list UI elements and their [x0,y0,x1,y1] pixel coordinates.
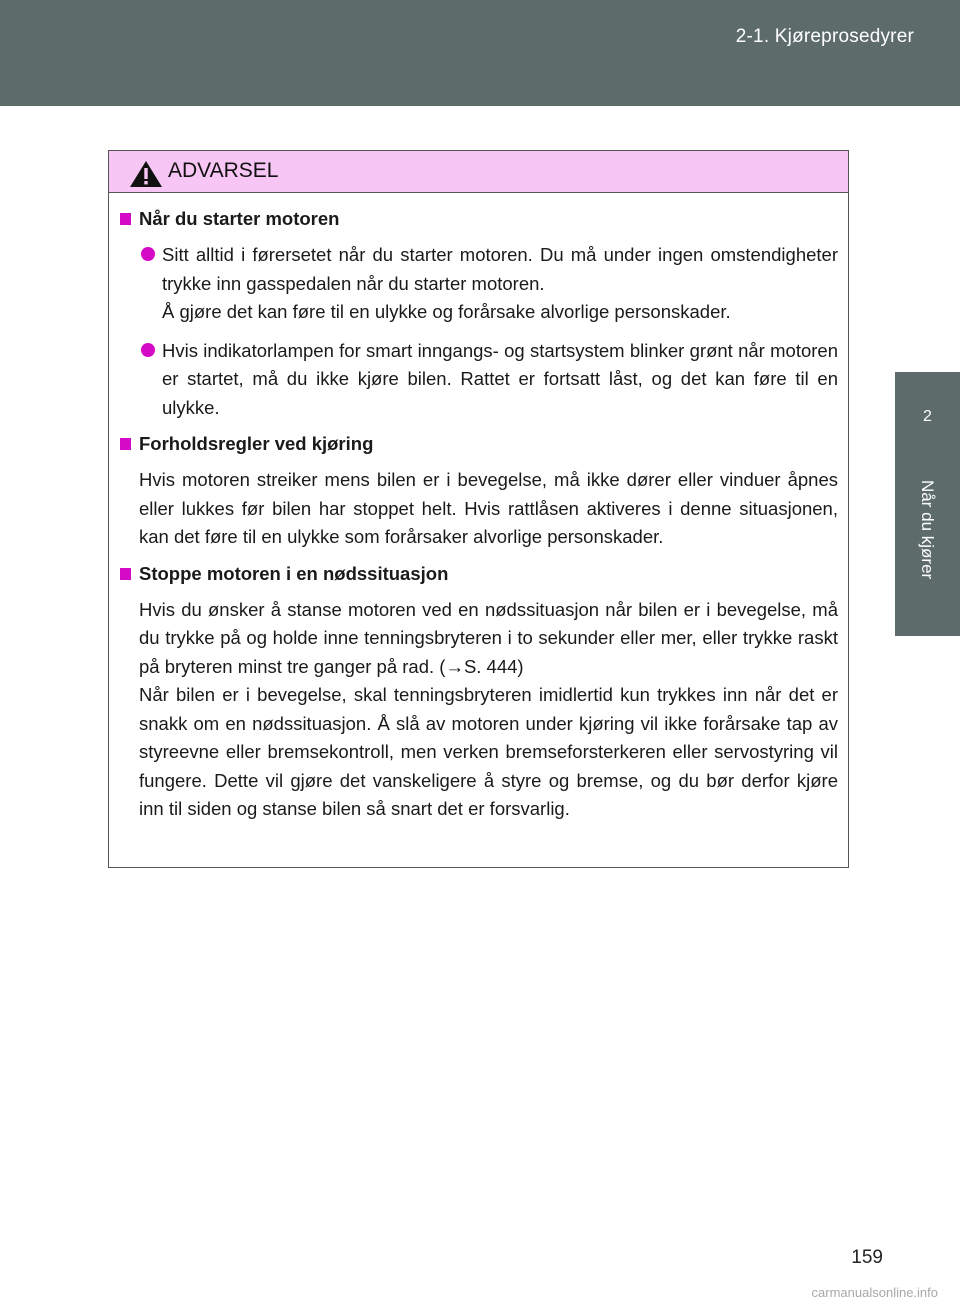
page-number: 159 [851,1247,883,1268]
square-bullet-icon [120,213,131,225]
chapter-label: Når du kjører [918,480,937,580]
round-bullet-icon [141,343,155,357]
paragraph-text: Hvis du ønsker å stanse motoren ved en nødssituasjon når bilen er i bevegelse, må du trykke på og holde inne tenningsbryteren i to sekunder eller mer, eller trykke raskt på bryteren minst tre ganger på rad. ( [139,598,838,677]
section-heading [117,562,838,586]
bullet-text: Hvis indikatorlampen for smart inngangs- og startsystem blinker grønt når motoren er startet, må du ikke kjøre bilen. Rattet er fortsatt låst, og det kan føre til en ulykke. [162,339,838,418]
square-bullet-icon [120,568,131,580]
section-heading-text: Forholdsregler ved kjøring [139,433,374,454]
section-heading [117,432,838,456]
watermark: carmanualsonline.info [811,1285,938,1300]
section-heading-text: Når du starter motoren [139,208,340,229]
bullet-text: Å gjøre det kan føre til en ulykke og forårsake alvorlige personskader. [162,301,731,322]
section-paragraph: Hvis motoren streiker mens bilen er i bevegelse, må ikke dører eller vinduer åpnes eller lukkes før bilen har stoppet helt. Hvis rattlåsen aktiveres i denne situasjonen, kan det føre til en ulykke som forårsaker alvorlige personskader. [139,469,838,547]
section-heading [117,207,838,231]
square-bullet-icon [120,438,131,450]
warning-body [109,193,848,824]
bullet-text: Sitt alltid i førersetet når du starter motoren. Du må under ingen omstendigheter trykke inn gasspedalen når du starter motoren. [162,244,838,294]
warning-triangle-icon [129,160,163,188]
bullet-item [141,241,838,327]
header-bar [0,0,960,106]
section-paragraph [139,596,838,824]
section-title: 2-1. Kjøreprosedyrer [735,26,914,47]
bullet-item [141,337,838,423]
paragraph-text: Når bilen er i bevegelse, skal tenningsbryteren imidlertid kun trykkes inn når det er snakk om en nødssituasjon. Å slå av motoren under kjøring vil ikke forårsake tap av styreevne eller bremsekontroll, men verken bremseforsterkeren eller servostyring vil fungere. Dette vil gjøre det vanskeligere å styre og bremse, og du bør derfor kjøre inn til siden og stanse bilen så snart det er forsvarlig. [139,684,838,819]
page-reference: S. 444) [463,655,524,677]
section-heading-text: Stoppe motoren i en nødssituasjon [139,562,449,584]
arrow-right-icon: → [445,655,464,677]
warning-title: ADVARSEL [168,159,279,182]
warning-box [108,150,849,868]
chapter-number: 2 [923,408,932,425]
warning-header [109,151,848,193]
round-bullet-icon [141,247,155,261]
chapter-tab [895,372,960,636]
